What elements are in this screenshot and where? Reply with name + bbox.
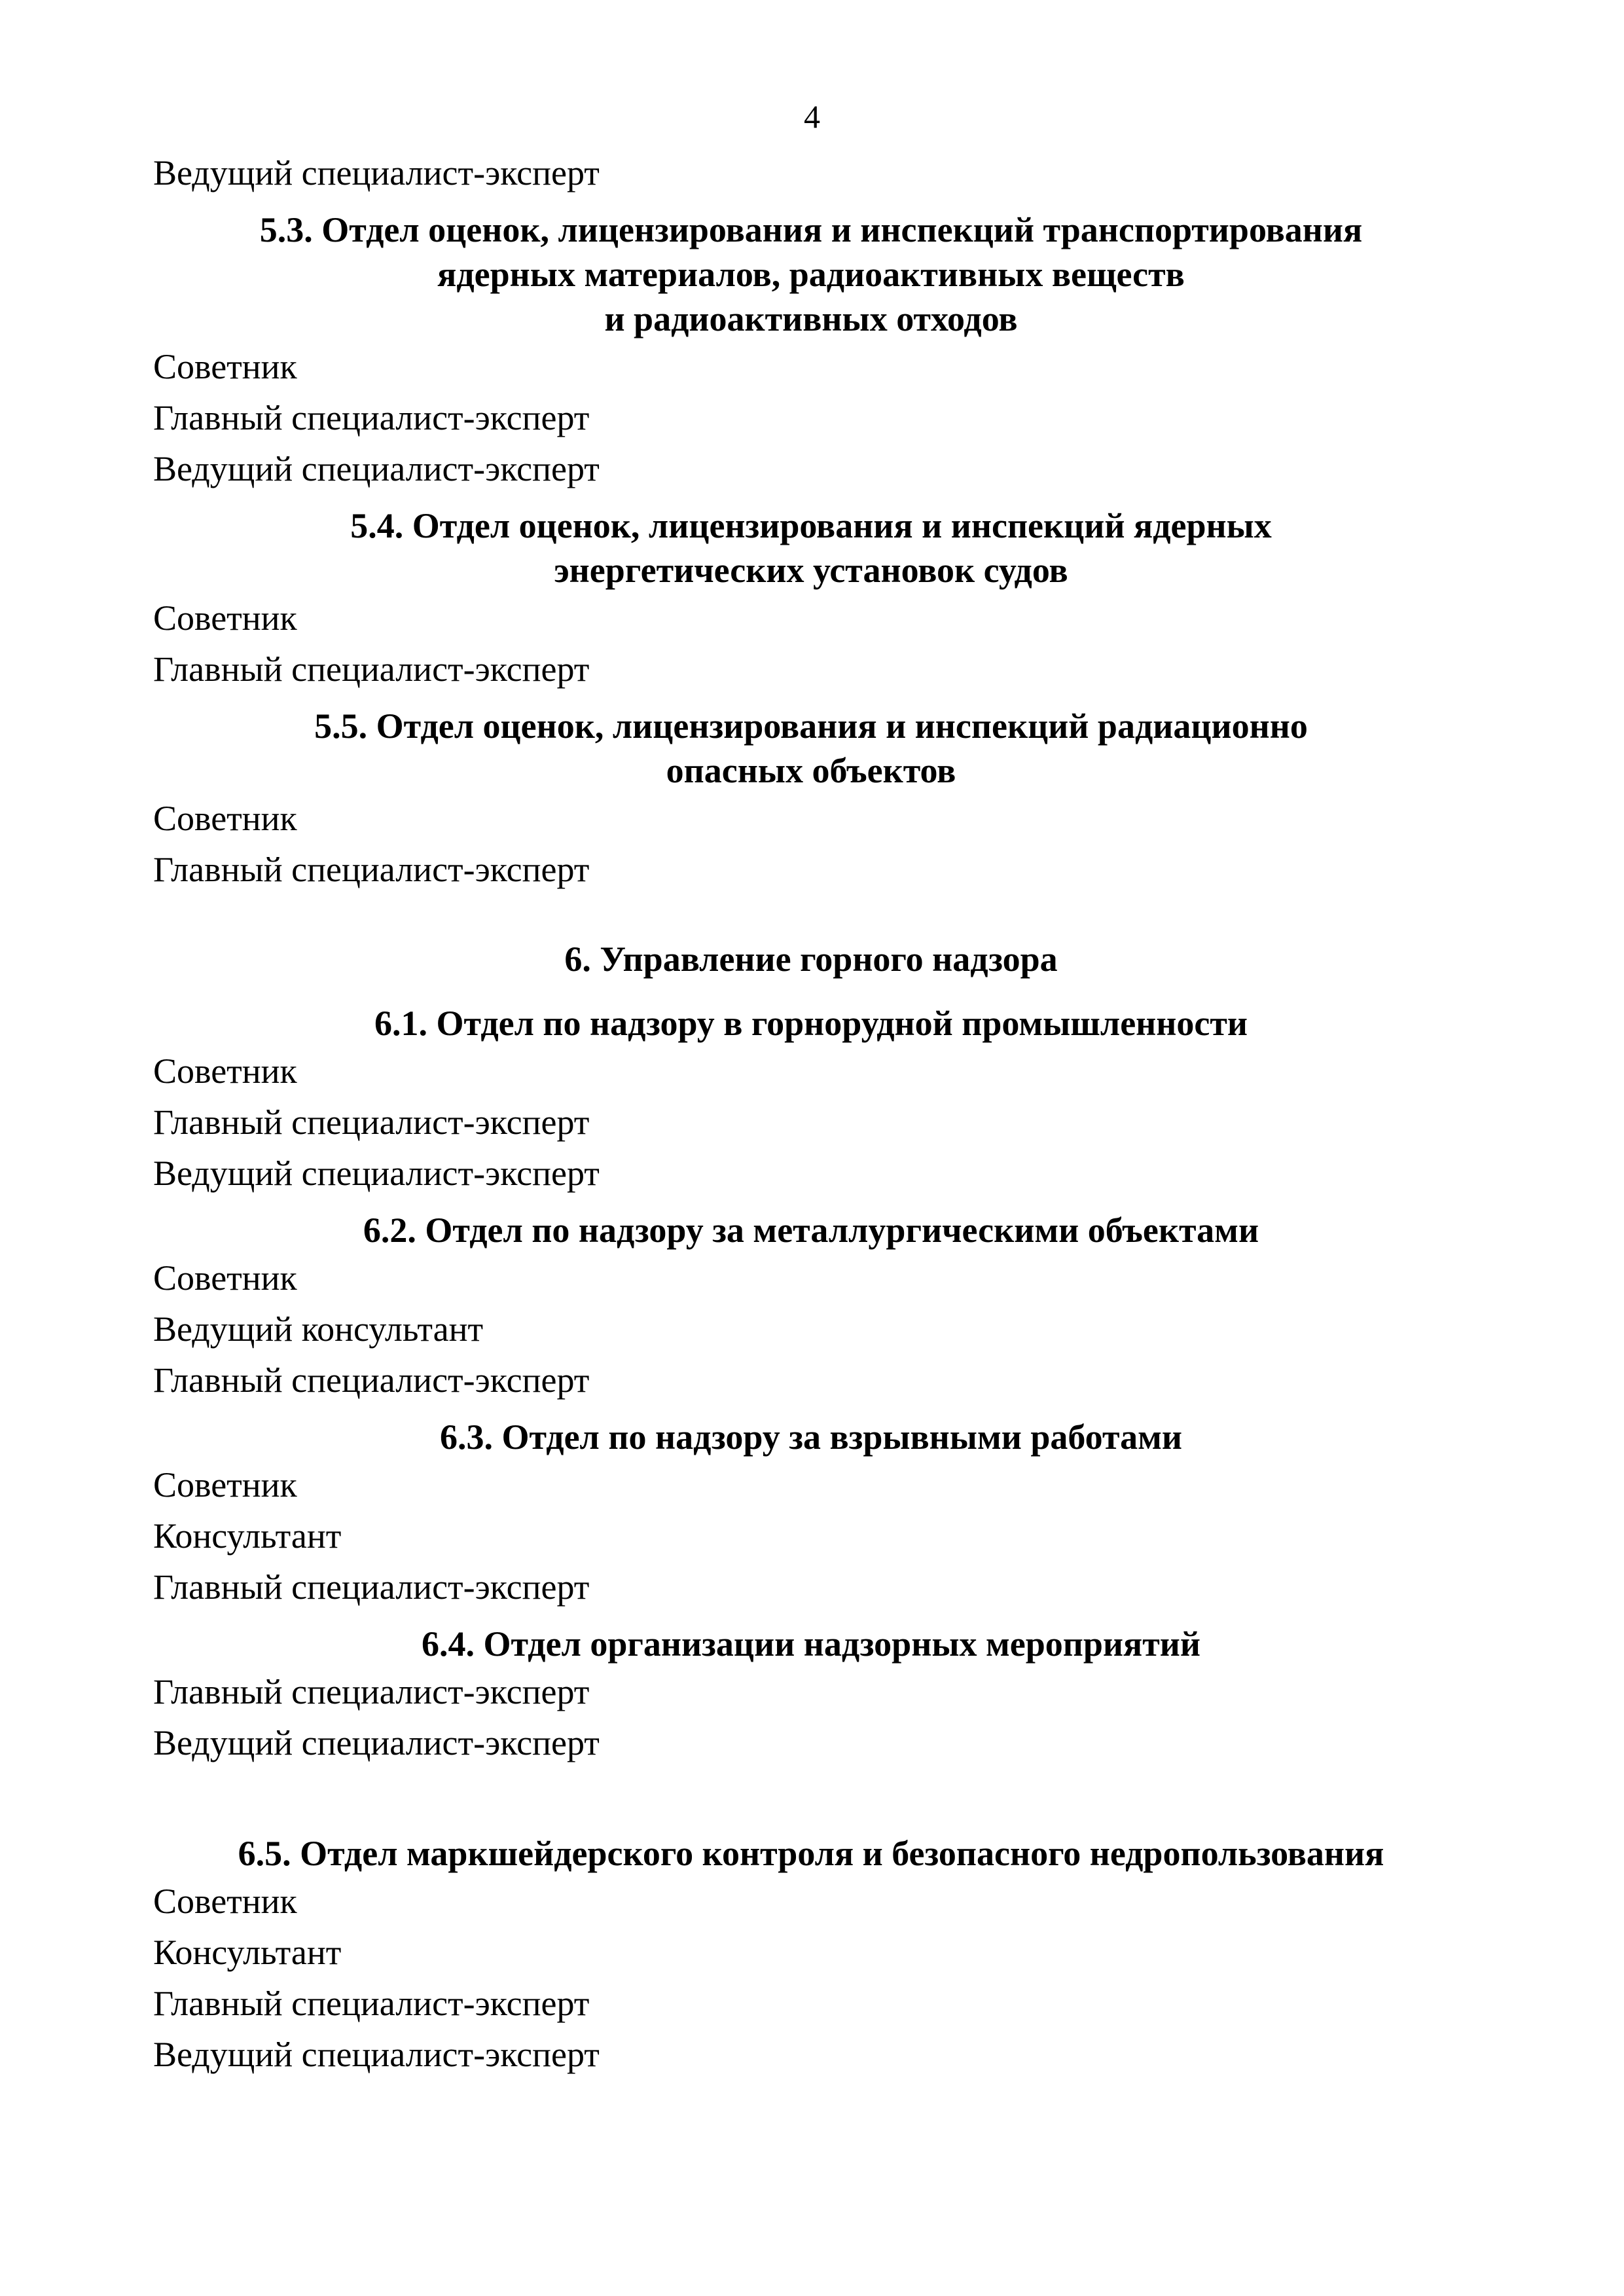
position-line: Советник bbox=[153, 1051, 297, 1091]
position-line: Ведущий специалист-эксперт bbox=[153, 1723, 600, 1762]
heading-line: 6.2. Отдел по надзору за металлургическими объектами bbox=[363, 1211, 1259, 1250]
page-number: 4 bbox=[804, 98, 820, 135]
position-line: Ведущий специалист-эксперт bbox=[153, 2035, 600, 2074]
section-heading-6 bbox=[153, 937, 1469, 981]
position-line: Советник bbox=[153, 799, 297, 838]
position-line: Советник bbox=[153, 347, 297, 386]
heading-line: и радиоактивных отходов bbox=[604, 299, 1018, 338]
heading-line: 5.4. Отдел оценок, лицензирования и инспекций ядерных bbox=[350, 506, 1272, 545]
section-heading-6-5 bbox=[153, 1831, 1469, 1876]
position-line: Главный специалист-эксперт bbox=[153, 1102, 590, 1142]
section-heading-6-2 bbox=[153, 1208, 1469, 1252]
section-heading-6-4 bbox=[153, 1622, 1469, 1666]
heading-line: опасных объектов bbox=[666, 751, 956, 790]
position-line: Ведущий специалист-эксперт bbox=[153, 153, 600, 192]
heading-line: 6.3. Отдел по надзору за взрывными работами bbox=[439, 1417, 1183, 1457]
position-line: Главный специалист-эксперт bbox=[153, 649, 590, 689]
position-line: Главный специалист-эксперт bbox=[153, 1360, 590, 1400]
position-line: Советник bbox=[153, 1465, 297, 1504]
position-line: Советник bbox=[153, 598, 297, 638]
position-line: Главный специалист-эксперт bbox=[153, 1672, 590, 1711]
heading-line: 6.4. Отдел организации надзорных мероприятий bbox=[421, 1624, 1200, 1664]
position-line: Главный специалист-эксперт bbox=[153, 1984, 590, 2023]
heading-line: 6.5. Отдел маркшейдерского контроля и безопасного недропользования bbox=[238, 1834, 1384, 1873]
section-heading-5-3 bbox=[153, 208, 1469, 341]
document-body bbox=[153, 147, 1469, 2080]
position-line: Главный специалист-эксперт bbox=[153, 850, 590, 889]
position-line: Ведущий специалист-эксперт bbox=[153, 449, 600, 488]
heading-line: 5.3. Отдел оценок, лицензирования и инспекций транспортирования bbox=[259, 210, 1363, 249]
position-line: Советник bbox=[153, 1258, 297, 1298]
heading-line: ядерных материалов, радиоактивных веществ bbox=[437, 255, 1185, 294]
section-heading-5-5 bbox=[153, 704, 1469, 793]
section-heading-5-4 bbox=[153, 503, 1469, 592]
heading-line: 6. Управление горного надзора bbox=[564, 939, 1058, 979]
position-line: Главный специалист-эксперт bbox=[153, 398, 590, 437]
position-line: Консультант bbox=[153, 1516, 342, 1556]
position-line: Главный специалист-эксперт bbox=[153, 1567, 590, 1607]
heading-line: энергетических установок судов bbox=[554, 551, 1068, 590]
position-line: Ведущий специалист-эксперт bbox=[153, 1154, 600, 1193]
position-line: Консультант bbox=[153, 1933, 342, 1972]
heading-line: 6.1. Отдел по надзору в горнорудной промышленности bbox=[374, 1004, 1248, 1043]
position-line: Ведущий консультант bbox=[153, 1309, 484, 1349]
section-heading-6-1 bbox=[153, 1001, 1469, 1046]
position-line: Советник bbox=[153, 1882, 297, 1921]
section-heading-6-3 bbox=[153, 1415, 1469, 1459]
heading-line: 5.5. Отдел оценок, лицензирования и инспекций радиационно bbox=[314, 706, 1308, 746]
